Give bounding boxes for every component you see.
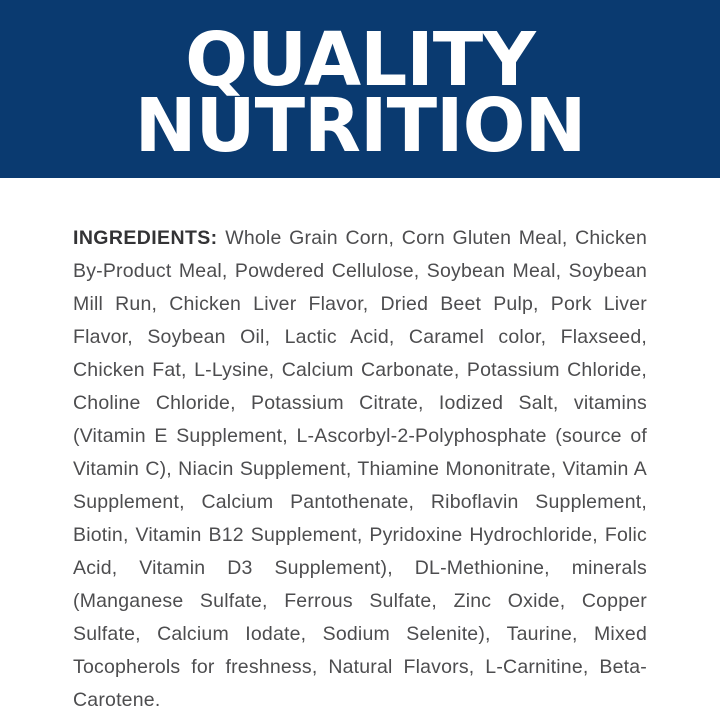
banner-title-line-1: QUALITY [185,17,535,103]
ingredients-label: INGREDIENTS: [73,227,218,249]
ingredients-paragraph [73,222,647,717]
ingredients-section [0,178,720,717]
ingredients-text: Whole Grain Corn, Corn Gluten Meal, Chicken By-Product Meal, Powdered Cellulose, Soybean Meal, Soybean Mill Run, Chicken Liver Flavor, Dried Beet Pulp, Pork Liver Flavor, Soybean Oil, Lactic Acid, Caramel color, Flaxseed, Chicken Fat, L-Lysine, Calcium Carbonate, Potassium Chloride, Choline Chloride, Potassium Citrate, Iodized Salt, vitamins (Vitamin E Supplement, L-Ascorbyl-2-Polyphosphate (source of Vitamin C), Niacin Supplement, Thiamine Mononitrate, Vitamin A Supplement, Calcium Pantothenate, Riboflavin Supplement, Biotin, Vitamin B12 Supplement, Pyridoxine Hydrochloride, Folic Acid, Vitamin D3 Supplement), DL-Methionine, minerals (Manganese Sulfate, Ferrous Sulfate, Zinc Oxide, Copper Sulfate, Calcium Iodate, Sodium Selenite), Taurine, Mixed Tocopherols for freshness, Natural Flavors, L-Carnitine, Beta-Carotene. [73,227,647,711]
quality-nutrition-banner [0,0,720,178]
banner-title-line-2: NUTRITION [134,83,586,169]
